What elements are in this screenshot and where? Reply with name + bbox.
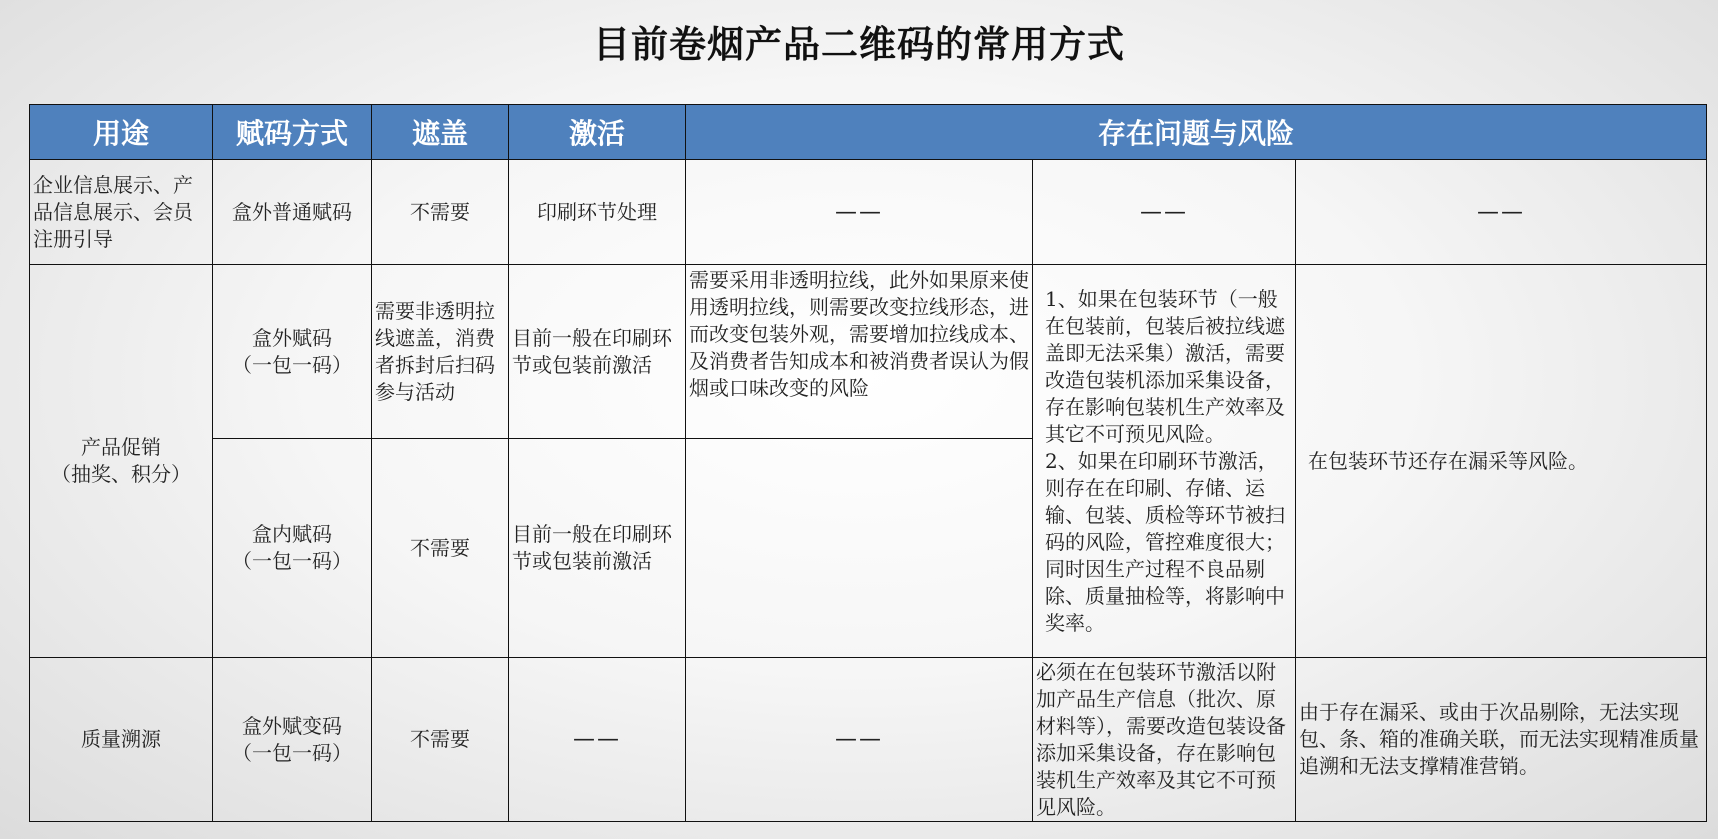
cell-risk-3: ——	[1296, 160, 1707, 265]
cell-coding-method: 盒外普通赋码	[213, 160, 372, 265]
cell-cover: 不需要	[372, 160, 509, 265]
cell-cover: 不需要	[372, 439, 509, 658]
cell-risk-2: ——	[1033, 160, 1296, 265]
table-header-row	[30, 105, 1707, 160]
table-row	[30, 160, 1707, 265]
cell-coding-method: 盒外赋码 （一包一码）	[213, 265, 372, 439]
cell-risk-2: 1、如果在包装环节（一般在包装前，包装后被拉线遮盖即无法采集）激活，需要改造包装机添加采集设备，存在影响包装机生产效率及其它不可预见风险。 2、如果在印刷环节激活，则存在在印刷、存储、运输、包装、质检等环节被扫码的风险，管控难度很大；同时因生产过程不良品剔除、质量抽检等，将影响中奖率。	[1033, 265, 1296, 658]
cell-coding-method: 盒内赋码 （一包一码）	[213, 439, 372, 658]
header-risks: 存在问题与风险	[686, 105, 1707, 160]
table-row	[30, 265, 1707, 439]
header-cover: 遮盖	[372, 105, 509, 160]
cell-risk-1: ——	[686, 160, 1033, 265]
header-coding-method: 赋码方式	[213, 105, 372, 160]
cell-risk-1	[686, 439, 1033, 658]
cell-activation: 目前一般在印刷环节或包装前激活	[509, 439, 686, 658]
cell-cover: 不需要	[372, 658, 509, 822]
cell-risk-3: 在包装环节还存在漏采等风险。	[1296, 265, 1707, 658]
cell-activation: 目前一般在印刷环节或包装前激活	[509, 265, 686, 439]
page-title: 目前卷烟产品二维码的常用方式	[593, 23, 1125, 66]
cell-risk-2: 必须在在包装环节激活以附加产品生产信息（批次、原材料等），需要改造包装设备添加采集设备，存在影响包装机生产效率及其它不可预见风险。	[1033, 658, 1296, 822]
cell-risk-1: 需要采用非透明拉线，此外如果原来使用透明拉线，则需要改变拉线形态，进而改变包装外观，需要增加拉线成本、及消费者告知成本和被消费者误认为假烟或口味改变的风险	[686, 265, 1033, 439]
cell-risk-1: ——	[686, 658, 1033, 822]
qr-code-methods-table	[29, 104, 1707, 822]
cell-purpose: 质量溯源	[30, 658, 213, 822]
cell-risk-3: 由于存在漏采、或由于次品剔除，无法实现包、条、箱的准确关联，而无法实现精准质量追溯和无法支撑精准营销。	[1296, 658, 1707, 822]
cell-purpose: 企业信息展示、产品信息展示、会员注册引导	[30, 160, 213, 265]
cell-coding-method: 盒外赋变码 （一包一码）	[213, 658, 372, 822]
header-purpose: 用途	[30, 105, 213, 160]
cell-cover: 需要非透明拉线遮盖，消费者拆封后扫码参与活动	[372, 265, 509, 439]
cell-activation: 印刷环节处理	[509, 160, 686, 265]
cell-purpose: 产品促销 （抽奖、积分）	[30, 265, 213, 658]
table-row	[30, 658, 1707, 822]
cell-activation: ——	[509, 658, 686, 822]
header-activation: 激活	[509, 105, 686, 160]
